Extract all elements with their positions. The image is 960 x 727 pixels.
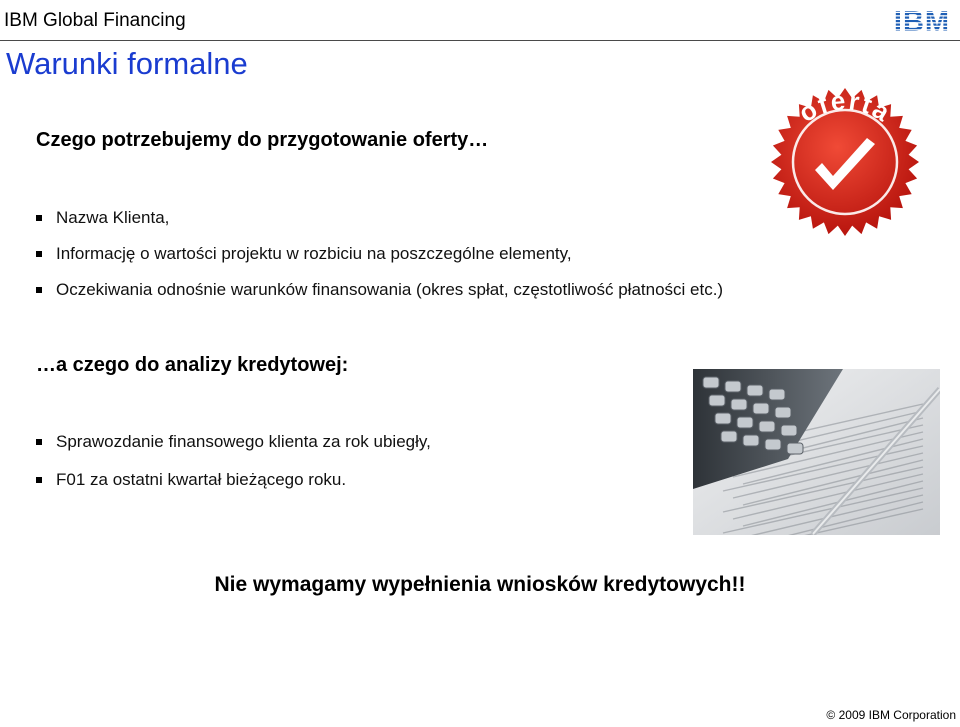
bullet-square-icon [36,251,42,257]
header-brand: IBM Global Financing [4,10,186,31]
list-item: Sprawozdanie finansowego klienta za rok ubiegły, [36,432,431,470]
list-item: Nazwa Klienta, [36,208,723,244]
list-item: F01 za ostatni kwartał bieżącego roku. [36,470,431,508]
page-title: Warunki formalne [6,46,248,81]
bullet-square-icon [36,439,42,445]
offer-requirements-list [36,208,723,316]
credit-requirements-list [36,432,431,508]
ibm-logo [890,6,954,34]
seal-text: oferta [793,85,897,129]
bullet-square-icon [36,287,42,293]
bullet-square-icon [36,477,42,483]
section-heading-credit: …a czego do analizy kredytowej: [36,354,349,376]
copyright: © 2009 IBM Corporation [826,708,956,722]
list-item: Oczekiwania odnośnie warunków finansowania (okres spłat, częstotliwość płatności etc.) [36,280,723,316]
list-item: Informację o wartości projektu w rozbiciu na poszczególne elementy, [36,244,723,280]
header-divider [0,40,960,41]
calculator-report-photo [693,369,940,535]
section-heading-offer: Czego potrzebujemy do przygotowanie oferty… [36,129,489,151]
ibm-logo-text: IBM [893,6,951,34]
footer-note: Nie wymagamy wypełnienia wniosków kredytowych!! [214,573,746,596]
offer-seal-badge [745,78,945,238]
bullet-square-icon [36,215,42,221]
